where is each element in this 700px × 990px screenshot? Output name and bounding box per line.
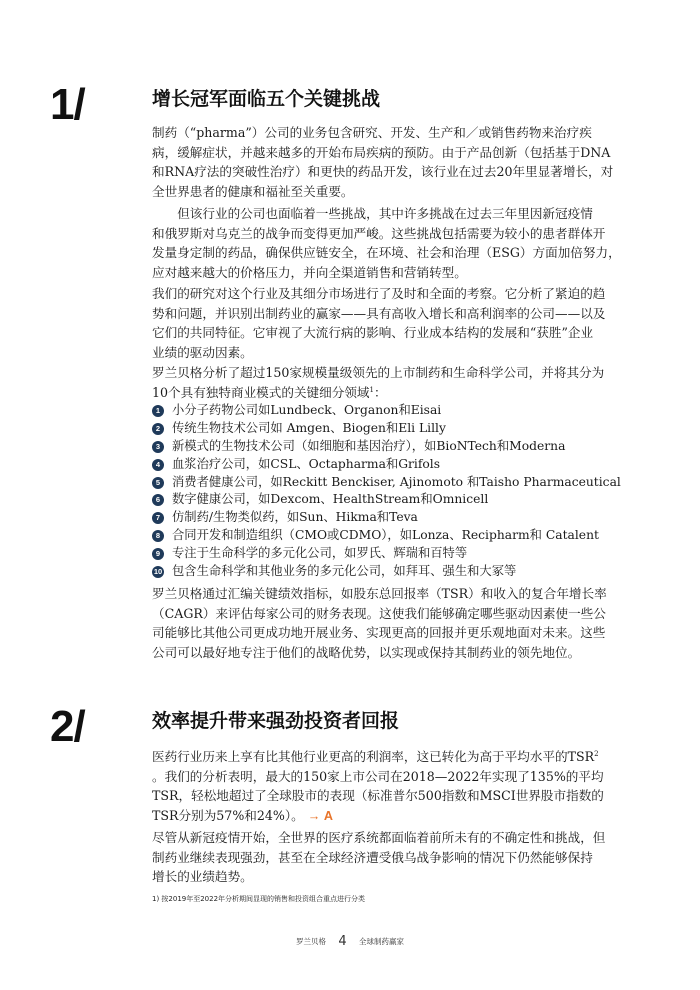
text: 医药行业历来上享有比其他行业更高的利润率，这已转化为高于平均水平的TSR (152, 749, 595, 764)
segment-list-item (152, 491, 554, 509)
footer-brand: 罗兰贝格 (295, 937, 326, 946)
text-line (152, 383, 554, 403)
segment-text: 传统生物技术公司如 Amgen、Biogen和Eli Lilly (172, 420, 446, 435)
text-line: 罗兰贝格分析了超过150家规模量级领先的上市制药和生命科学公司，并将其分为 (152, 365, 605, 380)
footnote-ref: 2 (594, 749, 599, 758)
segment-list (152, 402, 621, 581)
number-badge-icon: 9 (152, 548, 164, 560)
text-line: 全世界患者的健康和福祉至关重要。 (152, 183, 354, 199)
paragraph-segments-intro (152, 363, 605, 402)
number-badge-icon: 4 (152, 459, 164, 471)
segment-text: 专注于生命科学的多元化公司，如罗氏、辉瑞和百特等 (172, 546, 468, 561)
segment-list-item (152, 509, 554, 527)
text-line: 但该行业的公司也面临着一些挑战，其中许多挑战在过去三年里因新冠疫情 (152, 206, 593, 221)
paragraph-research (152, 284, 606, 362)
text-line: TSR，轻松地超过了全球股市的表现（标准普尔500指数和MSCI世界股市指数的 (152, 788, 604, 803)
segment-text: 包含生命科学和其他业务的多元化公司，如拜耳、强生和大冢等 (172, 564, 517, 579)
number-badge-icon: 3 (152, 441, 164, 453)
footnote-ref: 1 (369, 385, 374, 394)
segment-text: 血浆治疗公司，如CSL、Octapharma和Grifols (172, 456, 441, 471)
page-number: 4 (338, 934, 347, 949)
segment-list-item (152, 545, 554, 563)
text: 10个具有独特商业模式的关键细分领域 (152, 384, 370, 400)
text-line (152, 806, 554, 826)
page-footer (0, 934, 700, 950)
paragraph-intro (152, 123, 614, 201)
number-badge-icon: 10 (153, 566, 163, 576)
text-line: 。我们的分析表明，最大的150家上市公司在2018—2022年实现了135%的平均 (152, 768, 604, 784)
text-line: 它们的共同特征。它审视了大流行病的影响、行业成本结构的发展和“获胜”企业 (152, 325, 594, 340)
number-badge-icon: 5 (152, 477, 164, 489)
text: ： (374, 384, 387, 400)
footnote: 1) 按2019年至2022年分析期间显现的销售和投资组合重点进行分类 (152, 895, 366, 903)
paragraph-kpi (152, 584, 607, 662)
paragraph-resilience (152, 828, 606, 887)
text: TSR分别为57%和24%）。 (152, 807, 304, 823)
segment-text: 数字健康公司，如Dexcom、HealthStream和Omnicell (172, 492, 489, 507)
text-line: 病，缓解症状，并越来越多的开始布局疾病的预防。由于产品创新（包括基于DNA (152, 144, 611, 160)
number-badge-icon: 1 (152, 405, 164, 417)
segment-text: 消费者健康公司，如Reckitt Benckiser, Ajinomoto 和Taisho Pharmaceutical (172, 474, 621, 489)
text-line: 制药（“pharma”）公司的业务包含研究、开发、生产和／或销售药物来治疗疾 (152, 125, 592, 140)
number-badge-icon: 7 (152, 512, 164, 524)
number-badge-icon: 6 (152, 494, 164, 506)
text-line: 罗兰贝格通过汇编关键绩效指标，如股东总回报率（TSR）和收入的复合年增长率 (152, 586, 607, 601)
number-badge-icon: 8 (152, 530, 164, 542)
section-title-2: 效率提升带来强劲投资者回报 (152, 710, 400, 732)
text-line: 尽管从新冠疫情开始，全世界的医疗系统都面临着前所未有的不确定性和挑战，但 (152, 830, 606, 845)
segment-list-item (152, 563, 554, 581)
text-line: 发量身定制的药品，确保供应链安全，在环境、社会和治理（ESG）方面加倍努力， (152, 245, 621, 260)
segment-list-item (152, 474, 621, 492)
segment-list-item (152, 420, 554, 438)
text-line: 我们的研究对这个行业及其细分市场进行了及时和全面的考察。它分析了紧迫的趋 (152, 286, 606, 301)
text-line: 增长的业绩趋势。 (152, 869, 253, 884)
segment-list-item (152, 527, 599, 545)
text-line: 司能够比其他公司更成功地开展业务、实现更高的回报并更乐观地面对未来。这些 (152, 625, 606, 640)
text-line: 公司可以最好地专注于他们的战略优势，以实现或保持其制药业的领先地位。 (152, 644, 581, 660)
text-line: 业绩的驱动因素。 (152, 344, 253, 360)
text-line: （CAGR）来评估每家公司的财务表现。这使我们能够确定哪些驱动因素使一些公 (152, 605, 606, 621)
paragraph-tsr (152, 747, 604, 825)
text-line: 势和问题，并识别出制药业的赢家——具有高收入增长和高利润率的公司——以及 (152, 305, 606, 321)
section-number-1: 1/ (50, 80, 85, 129)
footer-report-title: 全球制药赢家 (359, 937, 405, 946)
exhibit-a-link[interactable]: → A (307, 808, 333, 823)
segment-text: 新模式的生物技术公司（如细胞和基因治疗），如BioNTech和Moderna (172, 438, 566, 453)
paragraph-challenges (152, 204, 621, 282)
section-title-1: 增长冠军面临五个关键挑战 (152, 88, 381, 110)
number-badge-icon: 2 (152, 423, 164, 435)
section-number-2: 2/ (50, 702, 85, 751)
text-line (152, 747, 599, 767)
text-line: 和俄罗斯对乌克兰的战争而变得更加严峻。这些挑战包括需要为较小的患者群体开 (152, 225, 606, 241)
segment-list-item (152, 402, 554, 420)
segment-text: 小分子药物公司如Lundbeck、Organon和Eisai (172, 403, 442, 417)
text-line: 应对越来越大的价格压力，并向全渠道销售和营销转型。 (152, 264, 467, 280)
segment-list-item (152, 438, 566, 456)
segment-text: 仿制药/生物类似药，如Sun、Hikma和Teva (172, 510, 418, 525)
text-line: 制药业继续表现强劲，甚至在全球经济遭受俄乌战争影响的情况下仍然能够保持 (152, 849, 593, 865)
segment-list-item (152, 456, 554, 474)
segment-text: 合同开发和制造组织（CMO或CDMO），如Lonza、Recipharm和 Catalent (172, 528, 599, 543)
text-line: 和RNA疗法的突破性治疗）和更快的药品开发，该行业在过去20年里显著增长，对 (152, 164, 614, 179)
